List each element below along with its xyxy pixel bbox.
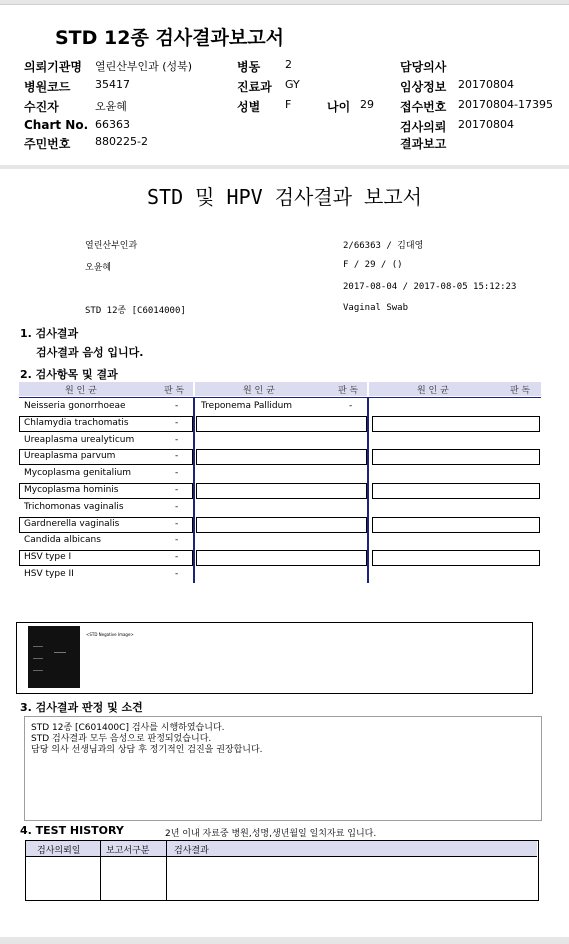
- pathogen-name: HSV type I: [24, 552, 72, 562]
- col-head-1: [19, 382, 193, 396]
- header-title: STD 12종 검사결과보고서: [55, 27, 284, 49]
- pathogen-result: -: [175, 519, 179, 529]
- pathogen-result: -: [175, 502, 179, 512]
- chart-label: Chart No.: [24, 118, 89, 132]
- pathogen-result: -: [349, 401, 353, 411]
- row-box: [372, 449, 540, 465]
- col-head-3: [369, 382, 541, 396]
- clinical-label: 임상정보: [400, 80, 447, 94]
- chart-value: 66363: [95, 118, 130, 131]
- patient-value: 오윤혜: [95, 100, 127, 113]
- ward-value: 2: [285, 58, 292, 71]
- patient-label: 수진자: [24, 100, 59, 114]
- grid-divider-2: [367, 397, 369, 583]
- row-box: [196, 517, 367, 533]
- section3-title: 3. 검사결과 판정 및 소견: [20, 701, 143, 714]
- pathogen-result: -: [175, 435, 179, 445]
- row-box: [196, 416, 367, 432]
- pathogen-name: Treponema Pallidum: [201, 401, 293, 411]
- row-box: [372, 517, 540, 533]
- row-box: [372, 483, 540, 499]
- hospital-code-value: 35417: [95, 78, 130, 91]
- receipt-value: 20170804-17395: [458, 98, 553, 111]
- pathogen-result: -: [175, 451, 179, 461]
- col-head-2: [195, 382, 367, 396]
- report-label: 결과보고: [400, 137, 447, 151]
- pathogen-name: Gardnerella vaginalis: [24, 519, 120, 529]
- history-col-result: 검사결과: [174, 846, 209, 856]
- pathogen-name: HSV type II: [24, 569, 74, 579]
- ward-label: 병동: [237, 60, 261, 74]
- opinion-line-2: STD 검사결과 모두 음성으로 판정되었습니다.: [31, 734, 212, 744]
- clinical-value: 20170804: [458, 78, 514, 91]
- dept-label: 진료과: [237, 80, 272, 94]
- header-card: [0, 4, 569, 165]
- receipt-label: 접수번호: [400, 100, 447, 114]
- chart-doctor: 2/66363 / 김대영: [343, 241, 424, 251]
- col2-pathogen-label: 원 인 균: [243, 386, 275, 396]
- request-label: 검사의뢰: [400, 120, 447, 134]
- col3-pathogen-label: 원 인 균: [417, 386, 449, 396]
- clinic-name: 열린산부인과: [85, 241, 138, 251]
- age-value: 29: [360, 98, 374, 111]
- pathogen-name: Neisseria gonorrhoeae: [24, 401, 126, 411]
- request-value: 20170804: [458, 118, 514, 131]
- pathogen-result: -: [175, 418, 179, 428]
- pathogen-result: -: [175, 401, 179, 411]
- row-box: [196, 483, 367, 499]
- pathogen-name: Mycoplasma hominis: [24, 485, 119, 495]
- pathogen-name: Ureaplasma urealyticum: [24, 435, 135, 445]
- sex-label: 성별: [237, 100, 261, 114]
- col1-judgement-label: 판 독: [164, 386, 185, 396]
- row-box: [196, 550, 367, 566]
- specimen: Vaginal Swab: [343, 303, 409, 313]
- pathogen-result: -: [175, 535, 179, 545]
- history-col-type: 보고서구분: [106, 846, 150, 856]
- pathogen-result: -: [175, 552, 179, 562]
- doctor-label: 담당의사: [400, 60, 447, 74]
- institution-value: 열린산부인과 (성북): [95, 60, 193, 73]
- rrn-label: 주민번호: [24, 137, 71, 151]
- row-box: [372, 416, 540, 432]
- test-code: STD 12종 [C6014000]: [85, 306, 186, 316]
- gel-image: [28, 626, 80, 688]
- pathogen-name: Candida albicans: [24, 535, 101, 545]
- section1-title: 1. 검사결과: [20, 327, 79, 340]
- pathogen-result: -: [175, 468, 179, 478]
- pathogen-result: -: [175, 485, 179, 495]
- rrn-value: 880225-2: [95, 135, 148, 148]
- opinion-line-3: 담당 의사 선생님과의 상담 후 정기적인 검진을 권장합니다.: [31, 745, 263, 755]
- hospital-code-label: 병원코드: [24, 80, 71, 94]
- sex-value: F: [285, 98, 292, 111]
- pathogen-result: -: [175, 569, 179, 579]
- grid-top-rule: [19, 397, 541, 398]
- history-header-row: [26, 841, 537, 857]
- test-dates: 2017-08-04 / 2017-08-05 15:12:23: [343, 282, 517, 292]
- age-label: 나이: [327, 100, 351, 114]
- pathogen-name: Trichomonas vaginalis: [24, 502, 124, 512]
- section2-title: 2. 검사항목 및 결과: [20, 368, 118, 381]
- institution-label: 의뢰기관명: [24, 60, 82, 74]
- pathogen-name: Mycoplasma genitalium: [24, 468, 132, 478]
- col3-judgement-label: 판 독: [510, 386, 531, 396]
- col1-pathogen-label: 원 인 균: [65, 386, 97, 396]
- row-box: [372, 550, 540, 566]
- section4-title: 4. TEST HISTORY: [20, 824, 124, 837]
- report-title: STD 및 HPV 검사결과 보고서: [147, 185, 422, 209]
- dept-value: GY: [285, 78, 300, 91]
- history-note: 2년 이내 자료중 병원,성명,생년월일 일치자료 입니다.: [165, 829, 377, 839]
- gel-caption: <STD Negative Image>: [86, 632, 134, 637]
- pathogen-name: Chlamydia trachomatis: [24, 418, 129, 428]
- pathogen-name: Ureaplasma parvum: [24, 451, 116, 461]
- patient-name: 오윤혜: [85, 263, 112, 273]
- history-col-date: 검사의뢰일: [37, 846, 81, 856]
- section1-text: 검사결과 음성 입니다.: [36, 346, 144, 359]
- col2-judgement-label: 판 독: [338, 386, 359, 396]
- opinion-line-1: STD 12종 [C601400C] 검사를 시행하였습니다.: [31, 723, 225, 733]
- row-box: [196, 449, 367, 465]
- grid-divider-1: [193, 397, 195, 583]
- sex-age: F / 29 / (): [343, 260, 403, 270]
